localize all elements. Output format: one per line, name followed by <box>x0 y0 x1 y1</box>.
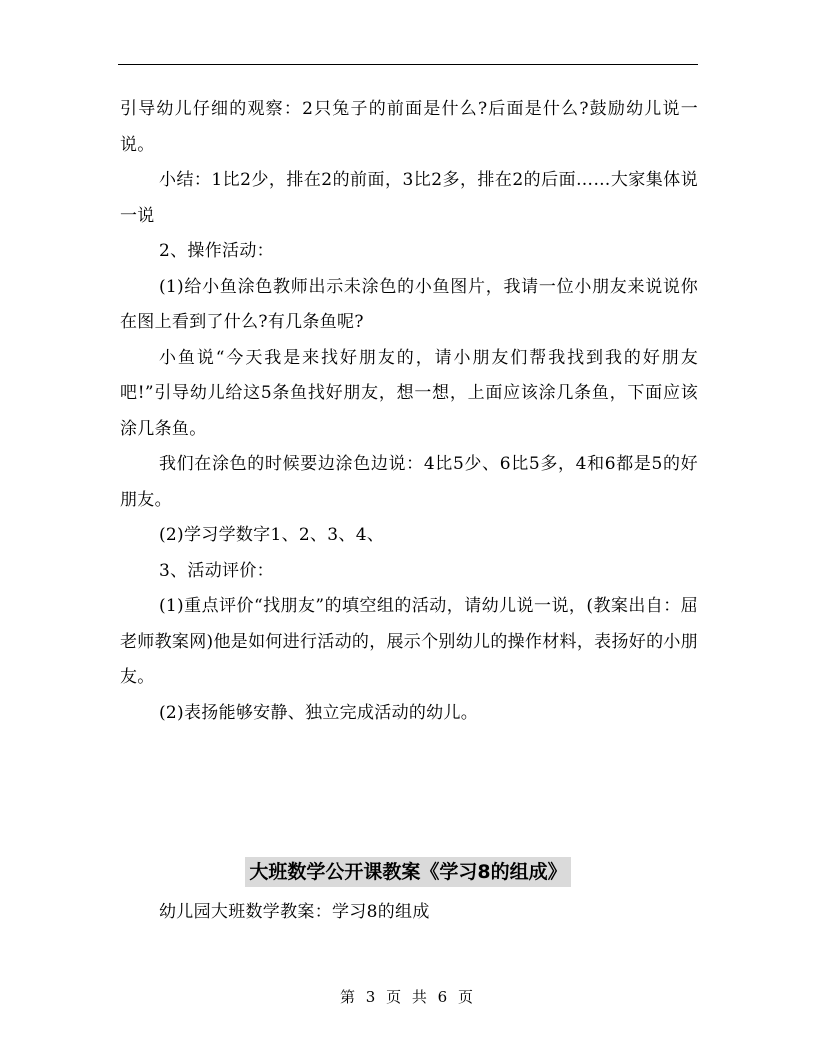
paragraph-9: (1)重点评价“找朋友”的填空组的活动，请幼儿说一说，(教案出自：屈老师教案网)他是如何进行活动的，展示个别幼儿的操作材料，表扬好的小朋友。 <box>120 596 698 687</box>
section-subtitle: 幼儿园大班数学教案：学习8的组成 <box>159 902 430 922</box>
paragraph-8: 3、活动评价： <box>159 560 274 581</box>
page-footer: 第 3 页 共 6 页 <box>340 988 476 1006</box>
document-body <box>120 92 698 731</box>
paragraph-10: (2)表扬能够安静、独立完成活动的幼儿。 <box>159 702 479 723</box>
paragraph-4: (1)给小鱼涂色教师出示未涂色的小鱼图片，我请一位小朋友来说说你在图上看到了什么?有几条鱼呢? <box>120 276 698 332</box>
paragraph-2: 小结：1比2少，排在2的前面，3比2多，排在2的后面……大家集体说一说 <box>120 170 698 226</box>
paragraph-7: (2)学习学数字1、2、3、4、 <box>159 525 385 545</box>
section-title <box>0 857 816 887</box>
section-title-text: 大班数学公开课教案《学习8的组成》 <box>245 857 570 887</box>
paragraph-5: 小鱼说“今天我是来找好朋友的，请小朋友们帮我找到我的好朋友吧!”引导幼儿给这5条鱼找好朋友，想一想，上面应该涂几条鱼，下面应该涂几条鱼。 <box>120 347 698 439</box>
header-rule <box>118 64 698 65</box>
section-subtitle-block <box>120 895 698 931</box>
paragraph-1: 引导幼儿仔细的观察：2只兔子的前面是什么?后面是什么?鼓励幼儿说一说。 <box>120 99 698 155</box>
paragraph-6: 我们在涂色的时候要边涂色边说：4比5少、6比5多，4和6都是5的好朋友。 <box>120 454 698 510</box>
paragraph-3: 2、操作活动： <box>159 241 274 261</box>
